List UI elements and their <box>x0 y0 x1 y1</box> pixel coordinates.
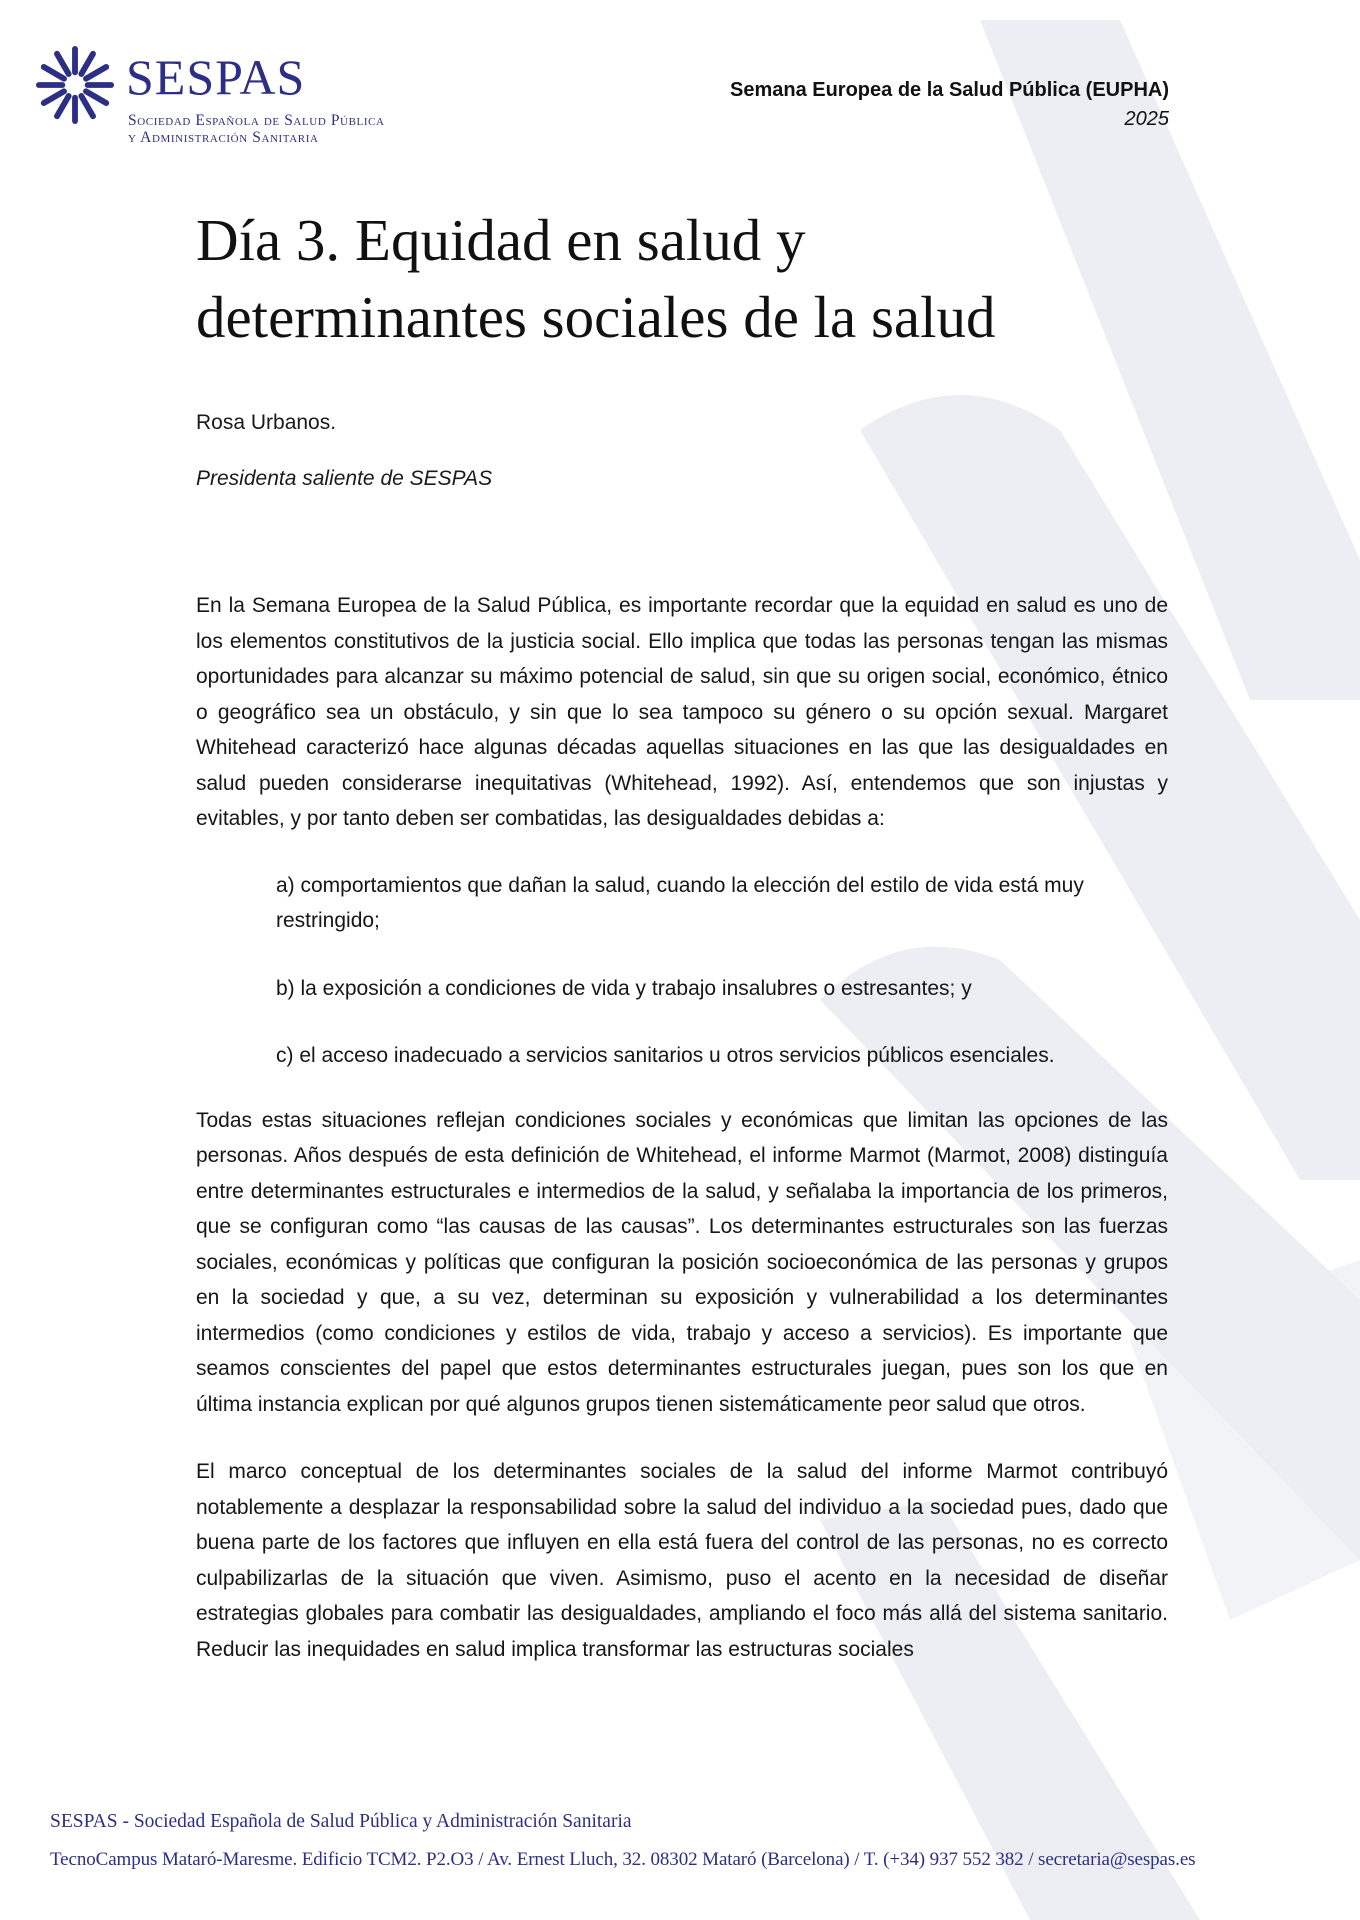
article <box>196 202 1168 1661</box>
logo-name: SESPAS <box>126 49 306 105</box>
author-name: Rosa Urbanos. <box>196 411 337 434</box>
logo-subtitle-line1: Sociedad Española de Salud Pública <box>128 112 385 129</box>
author-role: Presidenta saliente de SESPAS <box>196 467 493 490</box>
page-title-line2: determinantes sociales de la salud <box>196 284 996 350</box>
header-event-name: Semana Europea de la Salud Pública (EUPHA) <box>729 79 1169 101</box>
page-title-line1: Día 3. Equidad en salud y <box>196 207 806 273</box>
header-year: 2025 <box>1124 108 1169 130</box>
footer-address: TecnoCampus Mataró-Maresme. Edificio TCM2. P2.O3 / Av. Ernest Lluch, 32. 08302 Mataró (Barcelona) / T. (+34) 937 552 382 / secretaria@sespas.es <box>50 1849 1196 1870</box>
paragraph-intro: En la Semana Europea de la Salud Pública, es importante recordar que la equidad en salud es uno de los elementos constitutivos de la justicia social. Ello implica que todas las personas tengan las mismas oportunidades para alcanzar su máximo potencial de salud, sin que su origen social, económico, étnico o geográfico sea un obstáculo, y sin que lo sea tampoco su género o su opción sexual. Margaret Whitehead caracterizó hace algunas décadas aquellas situaciones en las que las desigualdades en salud pueden considerarse inequitativas (Whitehead, 1992). Así, entendemos que son injustas y evitables, y por tanto deben ser combatidas, las desigualdades debidas a: <box>196 594 1168 830</box>
sespas-star-icon <box>36 46 114 124</box>
list-item: c) el acceso inadecuado a servicios sanitarios u otros servicios públicos esenciales. <box>276 1044 1055 1067</box>
list-item: a) comportamientos que dañan la salud, cuando la elección del estilo de vida está muy restringido; <box>276 873 1084 932</box>
list-item: b) la exposición a condiciones de vida y trabajo insalubres o estresantes; y <box>276 976 972 1000</box>
footer-organization: SESPAS - Sociedad Española de Salud Pública y Administración Sanitaria <box>50 1811 632 1832</box>
page-title <box>196 202 1168 356</box>
page-footer <box>50 1809 1195 1873</box>
header-event <box>730 76 1169 134</box>
inequity-list <box>196 868 1168 1074</box>
sespas-logo <box>36 46 476 146</box>
paragraph-framework: El marco conceptual de los determinantes sociales de la salud del informe Marmot contribuyó notablemente a desplazar la responsabilidad sobre la salud del individuo a la sociedad pues, dado que buena parte de los factores que influyen en ella está fuera del control de las personas, no es correcto culpabilizarlas de la situación que viven. Asimismo, puso el acento en la necesidad de diseñar estrategias globales para combatir las desigualdades, ampliando el foco más allá del sistema sanitario. Reducir las inequidades en salud implica transformar las estructuras sociales <box>196 1460 1168 1661</box>
article-body <box>196 588 1168 1667</box>
logo-subtitle <box>128 112 385 146</box>
logo-subtitle-line2: y Administración Sanitaria <box>128 129 319 146</box>
paragraph-marmot: Todas estas situaciones reflejan condiciones sociales y económicas que limitan las opciones de las personas. Años después de esta definición de Whitehead, el informe Marmot (Marmot, 2008) distinguía entre determinantes estructurales e intermedios de la salud, y señalaba la importancia de los primeros, que se configuran como “las causas de las causas”. Los determinantes estructurales son las fuerzas sociales, económicas y políticas que configuran la posición socioeconómica de las personas y grupos en la sociedad y que, a su vez, determinan su exposición y vulnerabilidad a los determinantes intermedios (como condiciones y estilos de vida, trabajo y acceso a servicios). Es importante que seamos conscientes del papel que estos determinantes estructurales juegan, pues son los que en última instancia explican por qué algunos grupos tienen sistemáticamente peor salud que otros. <box>196 1108 1168 1416</box>
